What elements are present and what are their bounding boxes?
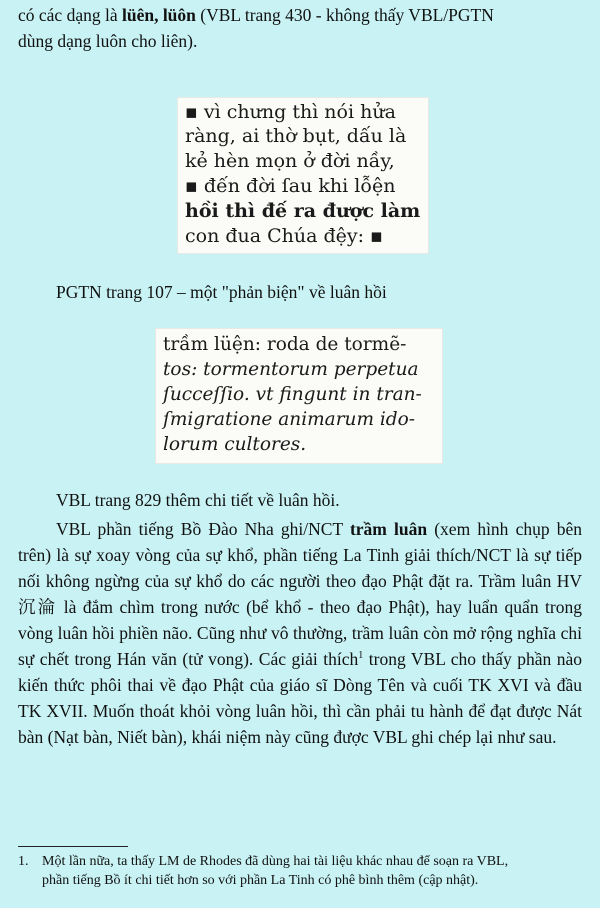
- footnote-ref[interactable]: 1: [358, 650, 364, 662]
- intro-line2: dùng dạng luôn cho liên).: [18, 31, 198, 51]
- body-text-middle: (xem hình chụp bên trên) là sự xoay vòng của sự khổ, phần tiếng La Tinh giải thích/NCT là sự tiếp nối không ngừng của sự khổ do các người theo đạo Phật đặt ra. Trầm luân HV 沉淪 là đắm chìm trong nước (bể khổ - theo đạo Phật), hay luẩn quẩn trong vòng luân hồi phiền não. Cũng như vô thường, trầm luân còn mở rộng nghĩa chỉ sự chết trong Hán văn (tử vong). Các giải thích: [18, 519, 582, 669]
- scan-image-pgtn: [177, 97, 429, 254]
- scan2-line: ſmigratione animarum ido-: [163, 409, 416, 430]
- footnote: [18, 852, 584, 890]
- scan2-line: ſucceſſio. vt fingunt in tran-: [163, 384, 422, 405]
- scan1-line: con đua Chúa đệy: ▪: [185, 225, 383, 247]
- scan1-line: hồi thì đế ra được làm: [185, 200, 421, 222]
- scan1-line: ▪ đến đời ſau khi lỗện: [185, 175, 396, 197]
- scan2-line: lorum cultores.: [163, 434, 307, 455]
- scan1-line: ràng, ai thờ bụt, dấu là: [185, 125, 407, 147]
- footnote-number: 1.: [18, 854, 29, 869]
- footnote-line1: Một lần nữa, ta thấy LM de Rhodes đã dùng hai tài liệu khác nhau để soạn ra VBL,: [42, 854, 509, 869]
- intro-bold-forms: lüên, lüôn: [121, 5, 196, 25]
- scan2-line: tos: tormentorum perpetua: [163, 359, 419, 380]
- footnote-divider: [18, 846, 128, 847]
- scan1-line: kẻ hèn mọn ở đời nầy,: [185, 150, 395, 172]
- caption-vbl: VBL trang 829 thêm chi tiết về luân hồi.: [56, 490, 340, 510]
- intro-paragraph: [18, 2, 582, 54]
- body-text-start: VBL phần tiếng Bồ Đào Nha ghi/NCT: [56, 519, 350, 539]
- caption-pgtn: PGTN trang 107 – một "phản biện" về luân hồi: [56, 282, 387, 302]
- body-paragraph: [18, 516, 582, 750]
- scan-image-vbl: [155, 328, 443, 464]
- scan2-line: trầm lüện: roda de tormẽ-: [163, 334, 407, 355]
- intro-line1-post: (VBL trang 430 - không thấy VBL/PGTN: [195, 5, 494, 25]
- footnote-line2: phần tiếng Bồ ít chi tiết hơn so với phần La Tinh có phê bình thêm (cập nhật).: [42, 873, 479, 888]
- intro-line1-pre: có các dạng là: [18, 5, 122, 25]
- term-tram-luan: trầm luân: [349, 519, 428, 539]
- scan1-line: ▪ vì chưng thì nói hửa: [185, 101, 396, 123]
- body-text-end: trong VBL cho thấy phần nào kiến thức phôi thai về đạo Phật của giáo sĩ Dòng Tên và cuối TK XVI và đầu TK XVII. Muốn thoát khỏi vòng luân hồi, thì cần phải tu hành để đạt được Nát bàn (Nạt bàn, Niết bàn), khái niệm này cũng được VBL ghi chép lại như sau.: [18, 649, 583, 747]
